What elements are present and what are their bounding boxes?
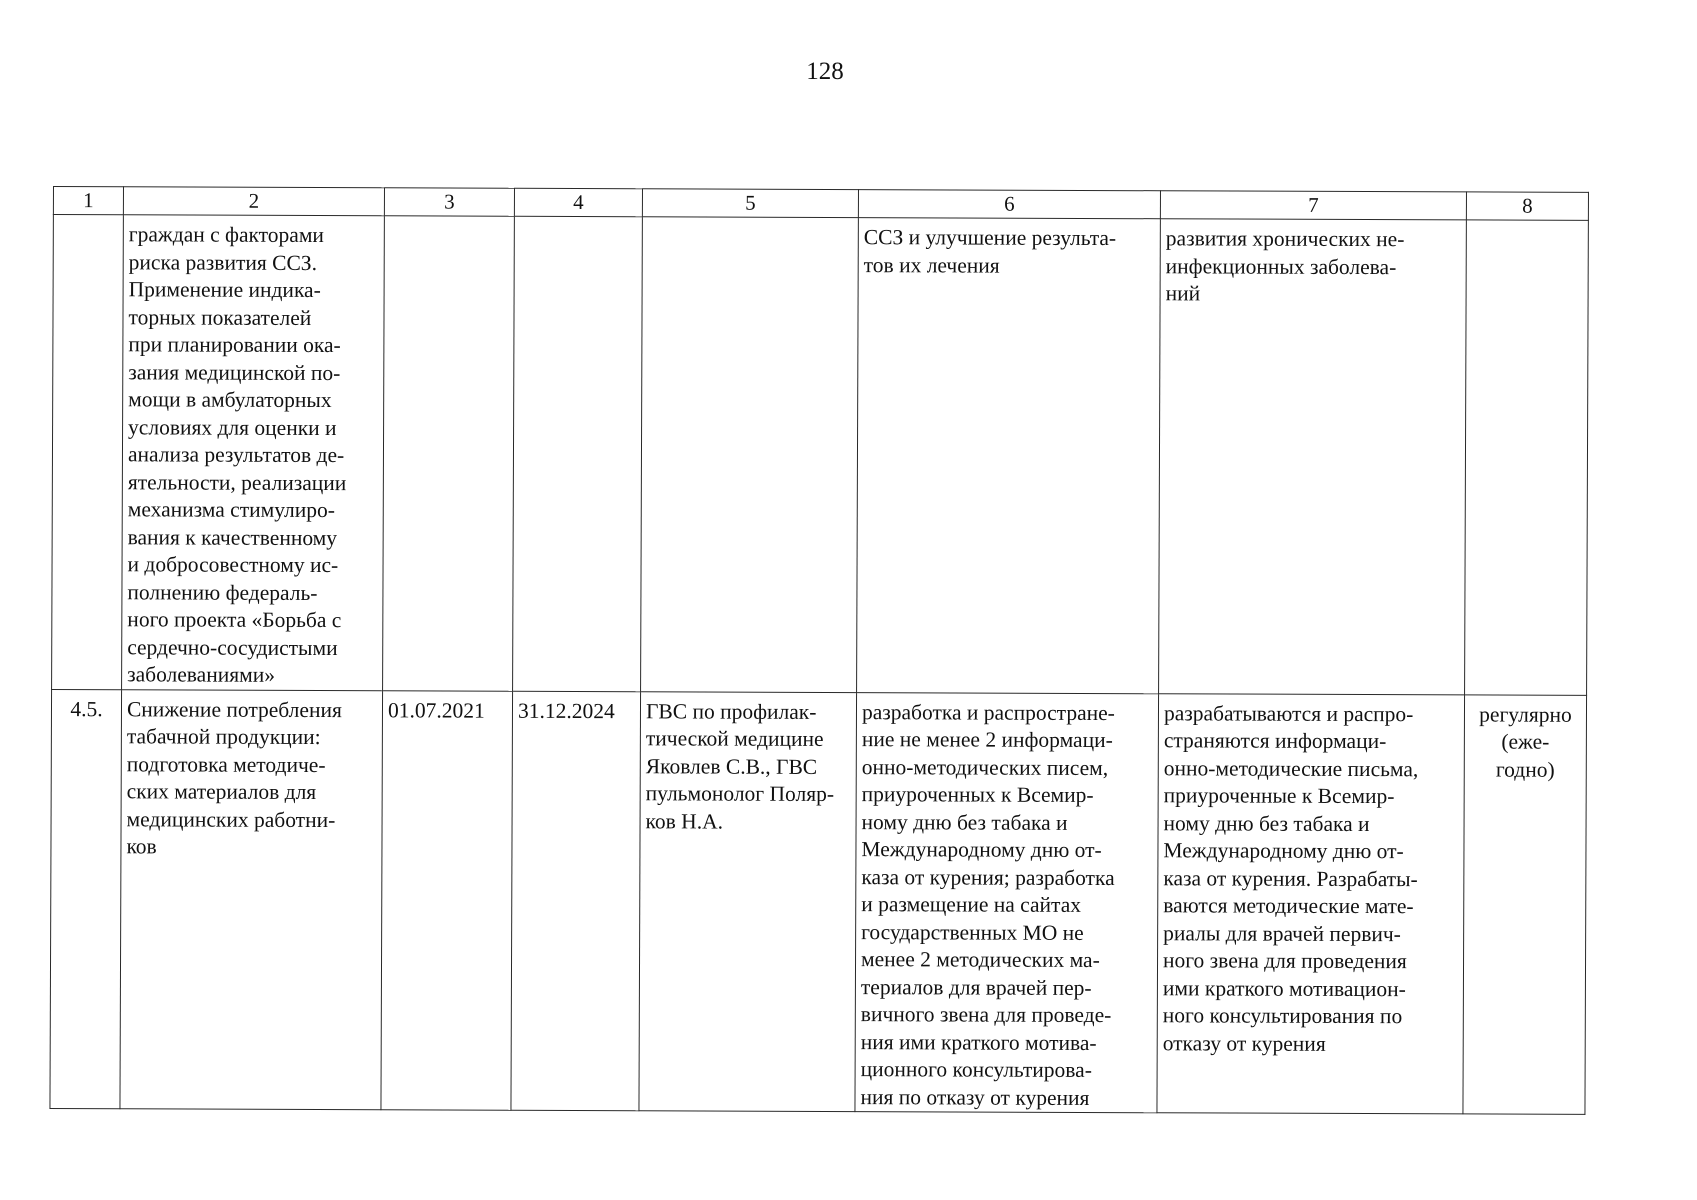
cell-text-line: Применение индика- (128, 277, 321, 303)
cell-frequency (1465, 220, 1589, 695)
cell-text-line: ков Н.А. (645, 808, 724, 834)
cell-indicator (1157, 693, 1465, 1114)
cell-text-line: териалов для врачей пер- (860, 974, 1092, 1000)
cell-text-line: и добросовестному ис- (127, 552, 339, 578)
cell-start-date (381, 690, 513, 1110)
cell-text-line: ССЗ и улучшение результа- (863, 225, 1117, 251)
table-row (52, 215, 1589, 695)
cell-text-line: ному дню без табака и (1163, 810, 1370, 836)
cell-text-line: ному дню без табака и (861, 809, 1068, 835)
cell-text-line: подготовка методиче- (126, 751, 326, 777)
cell-text-line: инфекционных заболева- (1165, 253, 1397, 279)
column-number-3: 3 (384, 188, 514, 216)
cell-responsible (641, 217, 859, 692)
cell-text-line: (еже- (1501, 729, 1550, 754)
cell-text-line: мощи в амбулаторных (128, 387, 332, 413)
cell-text-line: приуроченных к Всемир- (861, 782, 1094, 808)
column-number-7: 7 (1160, 191, 1466, 220)
cell-text-line: ного звена для проведения (1162, 948, 1407, 974)
cell-text-line: ваются методические мате- (1163, 893, 1414, 919)
cell-text-line: риалы для врачей первич- (1163, 920, 1401, 946)
cell-measure (120, 689, 383, 1109)
column-number-4: 4 (514, 188, 642, 216)
cell-text-line: при планировании ока- (128, 332, 341, 358)
cell-text-line: тов их лечения (863, 252, 1000, 278)
cell-text-line: 4.5. (70, 696, 103, 721)
cell-responsible (639, 691, 857, 1111)
cell-text-line: приуроченные к Всемир- (1163, 783, 1395, 809)
table-row (50, 689, 1587, 1114)
cell-text-line: каза от курения. Разрабаты- (1163, 865, 1418, 891)
cell-text-line: годно) (1495, 757, 1555, 782)
page-number: 128 (806, 58, 844, 85)
cell-text-line: ских материалов для (126, 779, 317, 805)
cell-indicator (1159, 219, 1467, 695)
cell-frequency (1463, 694, 1587, 1114)
cell-end-date (513, 216, 643, 691)
cell-text-line: Яковлев С.В., ГВС (645, 753, 818, 779)
cell-text-line: Снижение потребления (126, 696, 342, 722)
column-number-6: 6 (858, 190, 1160, 219)
cell-text-line: ков (126, 834, 157, 859)
cell-text-line: вания к качественному (127, 524, 338, 550)
cell-text-line: ими краткого мотивацион- (1162, 975, 1406, 1001)
cell-text-line: заболеваниями» (127, 662, 276, 687)
cell-text-line: каза от курения; разработка (861, 864, 1115, 890)
cell-text-line: страняются информаци- (1163, 728, 1387, 754)
cell-text-line: государственных МО не (861, 919, 1084, 945)
cell-number (50, 689, 122, 1109)
cell-text-line: ние не менее 2 информаци- (861, 727, 1113, 753)
cell-text-line: зания медицинской по- (128, 359, 341, 385)
cell-text-line: отказу от курения (1162, 1030, 1326, 1056)
cell-text-line: регулярно (1479, 701, 1572, 727)
cell-text-line: полнению федераль- (127, 579, 318, 605)
cell-text-line: ционного консультирова- (860, 1057, 1092, 1082)
cell-text-line: торных показателей (128, 304, 312, 330)
column-number-8: 8 (1466, 192, 1588, 220)
cell-text-line: ятельности, реализации (127, 469, 347, 495)
cell-text-line: Международному дню от- (1163, 838, 1404, 864)
cell-text-line: онно-методических писем, (861, 754, 1109, 780)
cell-text-line: риска развития ССЗ. (128, 249, 318, 275)
cell-text-line: тической медицине (645, 726, 824, 751)
cell-text-line: ного проекта «Борьба с (127, 607, 342, 633)
cell-text-line: ния ими краткого мотива- (860, 1029, 1097, 1055)
cell-text-line: разрабатываются и распро- (1163, 700, 1414, 726)
cell-text-line: табачной продукции: (126, 724, 321, 750)
cell-text-line: ГВС по профилак- (645, 698, 817, 724)
cell-text-line: условиях для оценки и (128, 414, 337, 440)
cell-text-line: пульмонолог Поляр- (645, 781, 835, 807)
cell-text-line: медицинских работни- (126, 806, 336, 832)
cell-end-date (511, 691, 641, 1111)
cell-text-line: вичного звена для проведе- (860, 1002, 1112, 1028)
cell-text-line: ного консультирования по (1162, 1003, 1403, 1029)
cell-number (52, 215, 124, 690)
cell-text-line: Международному дню от- (861, 837, 1102, 863)
cell-text-line: менее 2 методических ма- (860, 947, 1100, 973)
cell-text-line: онно-методические письма, (1163, 755, 1419, 781)
cell-expected-result (855, 692, 1159, 1113)
cell-text-line: развития хронических не- (1165, 226, 1405, 252)
column-number-5: 5 (642, 189, 858, 218)
plan-table (49, 186, 1589, 1115)
cell-start-date (383, 216, 515, 691)
cell-text-line: сердечно-сосудистыми (127, 634, 338, 660)
cell-text-line: и размещение на сайтах (861, 892, 1082, 917)
cell-text-line: механизма стимулиро- (127, 497, 336, 523)
cell-text-line: ния по отказу от курения (860, 1084, 1090, 1110)
cell-text-line: 31.12.2024 (517, 698, 615, 723)
cell-text-line: 01.07.2021 (387, 697, 485, 723)
cell-expected-result (857, 218, 1161, 694)
cell-text-line: разработка и распростране- (861, 699, 1115, 725)
cell-measure (122, 215, 385, 690)
cell-text-line: анализа результатов де- (127, 442, 345, 468)
column-number-2: 2 (123, 187, 384, 216)
cell-text-line: граждан с факторами (128, 222, 325, 248)
column-number-1: 1 (53, 187, 123, 215)
cell-text-line: ний (1165, 281, 1201, 306)
